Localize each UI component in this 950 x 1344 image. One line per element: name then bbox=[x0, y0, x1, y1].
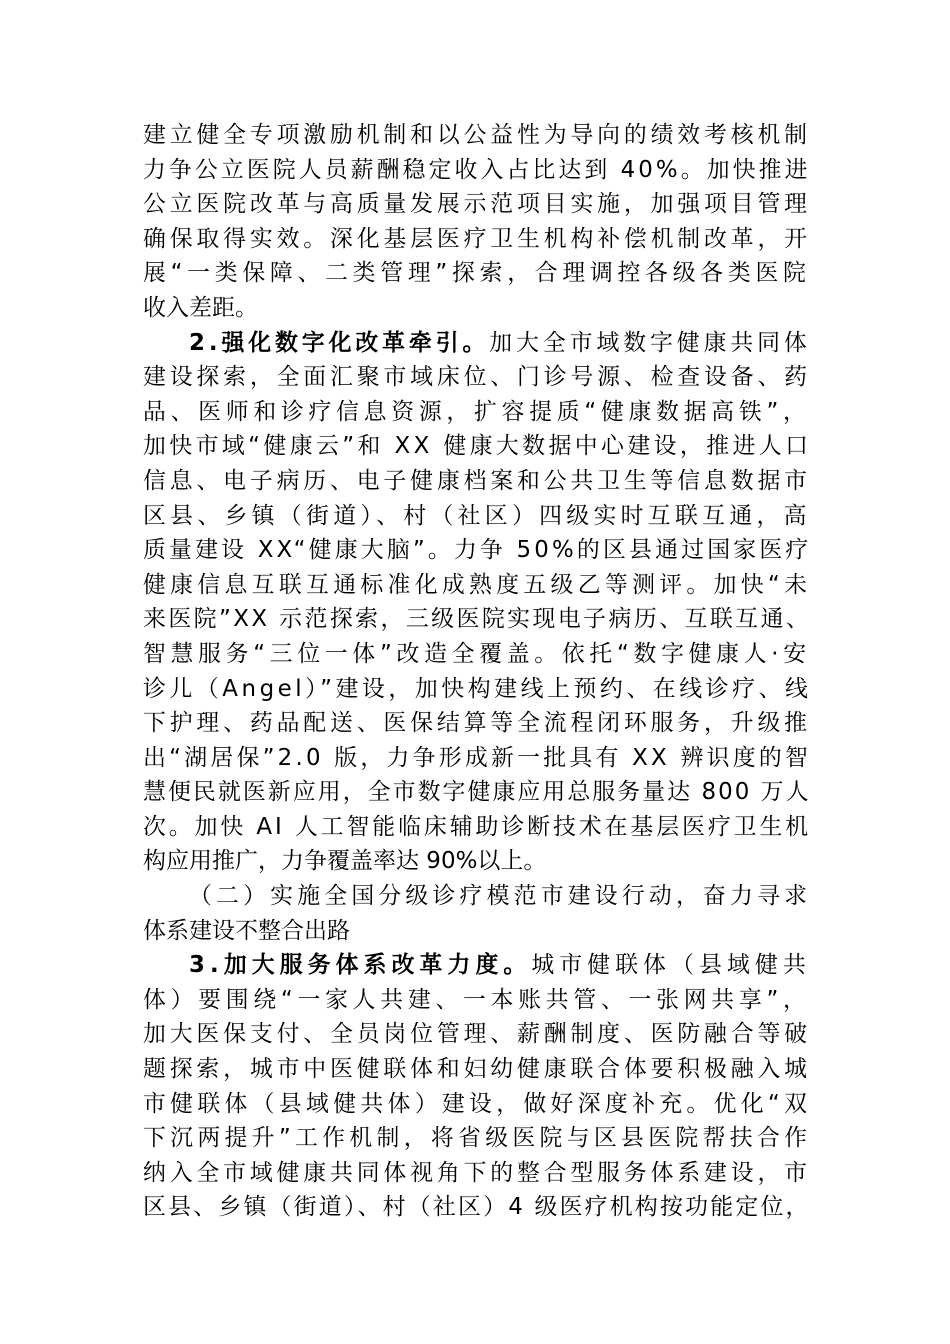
paragraph-text: （二）实施全国分级诊疗模范市建设行动，奋力寻求 bbox=[189, 883, 812, 910]
text-line bbox=[143, 395, 811, 430]
line-content bbox=[143, 672, 811, 707]
text-line bbox=[143, 429, 811, 464]
text-line bbox=[143, 118, 811, 153]
line-content bbox=[143, 568, 811, 603]
paragraph-text: 次。加快 AI 人工智能临床辅助诊断技术在基层医疗卫生机 bbox=[143, 813, 812, 840]
text-line bbox=[143, 983, 811, 1018]
paragraph-text: 建设探索，全面汇聚市域床位、门诊号源、检查设备、药 bbox=[143, 364, 811, 391]
text-line bbox=[143, 844, 811, 879]
line-content bbox=[189, 948, 811, 983]
text-line bbox=[143, 1190, 811, 1225]
line-content bbox=[143, 983, 811, 1018]
paragraph-text: 加大全市域数字健康共同体 bbox=[489, 329, 811, 356]
paragraph-text: 品、医师和诊疗信息资源，扩容提质“健康数据高铁”， bbox=[143, 398, 811, 425]
paragraph-text: 体系建设不整合出路 bbox=[143, 917, 350, 944]
text-line bbox=[143, 1052, 811, 1087]
line-content bbox=[143, 914, 350, 949]
paragraph-text: 区县、乡镇（街道）、村（社区）4 级医疗机构按功能定位， bbox=[143, 1194, 811, 1221]
line-content bbox=[143, 741, 811, 776]
text-line bbox=[143, 1121, 811, 1156]
paragraph-text: 建立健全专项激励机制和以公益性为导向的绩效考核机制 bbox=[143, 122, 811, 148]
text-line bbox=[143, 1017, 811, 1052]
paragraph-text: 信息、电子病历、电子健康档案和公共卫生等信息数据市 bbox=[143, 467, 811, 494]
text-line bbox=[143, 499, 811, 534]
text-line bbox=[143, 222, 811, 257]
line-content bbox=[143, 429, 811, 464]
paragraph-text: 公立医院改革与高质量发展示范项目实施，加强项目管理 bbox=[143, 191, 811, 218]
paragraph-text: 出“湖居保”2.0 版，力争形成新一批具有 XX 辨识度的智 bbox=[143, 744, 812, 771]
paragraph-text: 城市健联体（县域健共 bbox=[531, 952, 811, 979]
paragraph-text: 加快市域“健康云”和 XX 健康大数据中心建设，推进人口 bbox=[143, 433, 812, 460]
paragraph-text: 构应用推广，力争覆盖率达 90%以上。 bbox=[143, 848, 547, 875]
line-content bbox=[189, 879, 811, 914]
paragraph-text: 体）要围绕“一家人共建、一本账共管、一张网共享”， bbox=[143, 986, 811, 1013]
line-content bbox=[143, 153, 811, 188]
paragraph-text: 加大医保支付、全员岗位管理、薪酬制度、医防融合等破 bbox=[143, 1021, 811, 1048]
paragraph-text: 智慧服务“三位一体”改造全覆盖。依托“数字健康人·安 bbox=[143, 640, 811, 667]
line-content bbox=[143, 1156, 811, 1191]
paragraph-text: 下沉两提升”工作机制，将省级医院与区县医院帮扶合作 bbox=[143, 1125, 812, 1152]
text-line bbox=[143, 810, 811, 845]
line-content bbox=[143, 844, 546, 879]
line-content bbox=[143, 291, 258, 326]
text-line bbox=[143, 914, 811, 949]
line-content bbox=[143, 810, 811, 845]
line-content bbox=[143, 187, 811, 222]
text-line bbox=[143, 602, 811, 637]
document-body bbox=[143, 118, 811, 1225]
paragraph-text: 诊儿（Angel）”建设，加快构建线上预约、在线诊疗、线 bbox=[143, 675, 812, 702]
line-content bbox=[143, 706, 811, 741]
line-content bbox=[143, 1190, 811, 1225]
line-content bbox=[143, 1121, 811, 1156]
line-content bbox=[189, 326, 811, 361]
text-line bbox=[143, 672, 811, 707]
line-content bbox=[143, 1087, 811, 1122]
paragraph-text: 质量建设 XX“健康大脑”。力争 50%的区县通过国家医疗 bbox=[143, 537, 812, 564]
paragraph-text: 力争公立医院人员薪酬稳定收入占比达到 40%。加快推进 bbox=[143, 156, 811, 183]
paragraph-text: 题探索，城市中医健联体和妇幼健康联合体要积极融入城 bbox=[143, 1056, 811, 1083]
line-content bbox=[143, 775, 811, 810]
paragraph-text: 来医院”XX 示范探索，三级医院实现电子病历、互联互通、 bbox=[143, 606, 812, 633]
text-line bbox=[143, 360, 811, 395]
paragraph-text: 市健联体（县域健共体）建设，做好深度补充。优化“双 bbox=[143, 1090, 812, 1117]
line-content bbox=[143, 1052, 811, 1087]
text-line bbox=[143, 1087, 811, 1122]
paragraph-text: 确保取得实效。深化基层医疗卫生机构补偿机制改革，开 bbox=[143, 225, 811, 252]
text-line bbox=[143, 187, 811, 222]
paragraph-text: 纳入全市域健康共同体视角下的整合型服务体系建设，市 bbox=[143, 1159, 811, 1186]
line-content bbox=[143, 222, 811, 257]
text-line bbox=[143, 706, 811, 741]
line-content bbox=[143, 395, 811, 430]
text-line bbox=[143, 464, 811, 499]
text-line bbox=[143, 1156, 811, 1191]
text-line bbox=[143, 775, 811, 810]
paragraph-text: 收入差距。 bbox=[143, 294, 258, 321]
text-line bbox=[143, 741, 811, 776]
line-content bbox=[143, 533, 811, 568]
text-line bbox=[143, 948, 811, 983]
line-content bbox=[143, 602, 811, 637]
line-content bbox=[143, 256, 811, 291]
paragraph-text: 下护理、药品配送、医保结算等全流程闭环服务，升级推 bbox=[143, 710, 811, 737]
paragraph-text: 慧便民就医新应用，全市数字健康应用总服务量达 800 万人 bbox=[143, 779, 811, 806]
section-heading: 2.强化数字化改革牵引。 bbox=[189, 329, 490, 356]
line-content bbox=[143, 464, 811, 499]
text-line bbox=[143, 637, 811, 672]
paragraph-text: 健康信息互联互通标准化成熟度五级乙等测评。加快“未 bbox=[143, 571, 812, 598]
paragraph-text: 区县、乡镇（街道）、村（社区）四级实时互联互通，高 bbox=[143, 502, 811, 529]
line-content bbox=[143, 118, 811, 153]
paragraph-text: 展“一类保障、二类管理”探索，合理调控各级各类医院 bbox=[143, 260, 811, 287]
text-line bbox=[143, 326, 811, 361]
text-line bbox=[143, 533, 811, 568]
line-content bbox=[143, 360, 811, 395]
line-content bbox=[143, 1017, 811, 1052]
text-line bbox=[143, 291, 811, 326]
line-content bbox=[143, 637, 811, 672]
text-line bbox=[143, 256, 811, 291]
section-heading: 3.加大服务体系改革力度。 bbox=[189, 952, 532, 979]
text-line bbox=[143, 153, 811, 188]
text-line bbox=[143, 879, 811, 914]
line-content bbox=[143, 499, 811, 534]
text-line bbox=[143, 568, 811, 603]
